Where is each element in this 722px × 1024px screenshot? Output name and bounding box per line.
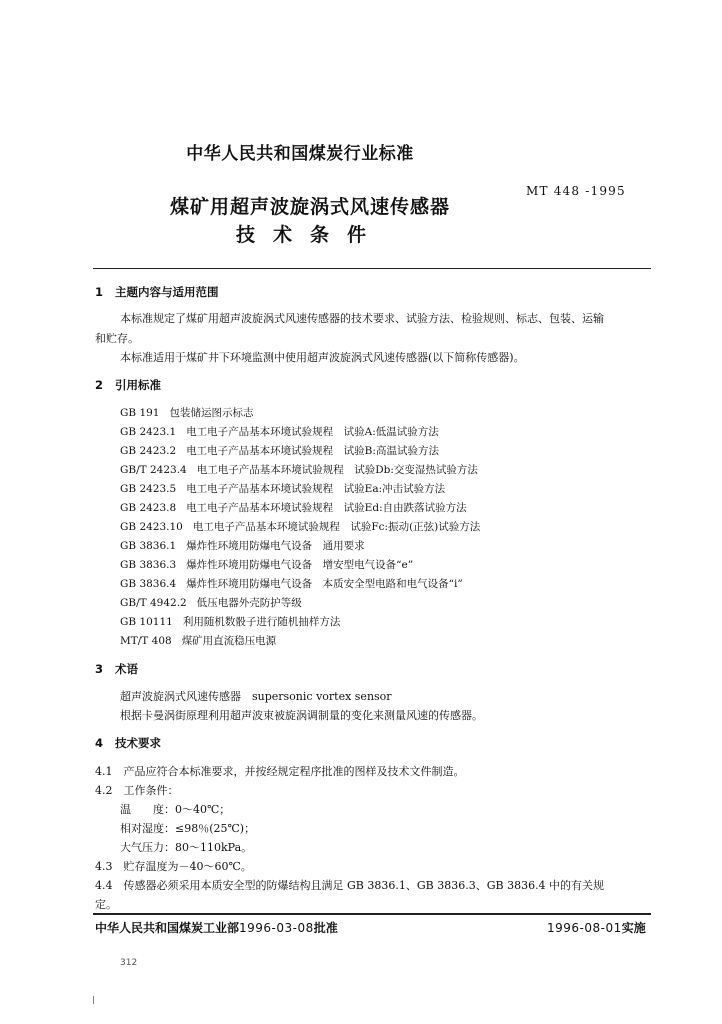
section-1-paragraph-1-cont: 和贮存。 bbox=[95, 332, 139, 345]
reference-code: GB 2423.10 bbox=[120, 521, 183, 533]
implementation-suffix: 实施 bbox=[621, 921, 646, 935]
section-3-heading bbox=[95, 661, 138, 677]
reference-title: 煤矿用直流稳压电源 bbox=[181, 635, 277, 647]
section-title: 术语 bbox=[115, 662, 138, 676]
reference-code: GB 2423.8 bbox=[120, 502, 177, 514]
scan-mark bbox=[93, 996, 94, 1004]
reference-title: 电工电子产品基本环境试验规程 试验Ed:自由跌落试验方法 bbox=[186, 502, 467, 514]
reference-item bbox=[120, 557, 413, 572]
reference-item bbox=[120, 576, 463, 591]
section-1-paragraph-2: 本标准适用于煤矿井下环境监测中使用超声波旋涡式风速传感器(以下简称传感器)。 bbox=[120, 351, 525, 364]
header-divider bbox=[93, 268, 651, 269]
reference-code: GB 3836.3 bbox=[120, 559, 177, 571]
section-2-heading bbox=[95, 377, 161, 393]
reference-title: 爆炸性环境用防爆电气设备 本质安全型电路和电气设备“i” bbox=[186, 578, 463, 590]
clause-4-4-cont: 定。 bbox=[95, 898, 117, 911]
reference-item bbox=[120, 462, 478, 477]
implementation-line bbox=[547, 919, 646, 936]
reference-item bbox=[120, 519, 480, 534]
term-definition: 根据卡曼涡街原理利用超声波束被旋涡调制量的变化来测量风速的传感器。 bbox=[120, 709, 483, 722]
approval-suffix: 批准 bbox=[313, 921, 338, 935]
clause-4-2-temperature: 温 度：0～40℃； bbox=[120, 803, 231, 816]
footer-divider bbox=[93, 913, 651, 915]
clause-4-4: 4.4 传感器必须采用本质安全型的防爆结构且满足 GB 3836.1、GB 3836.3、GB 3836.4 中的有关规 bbox=[95, 879, 605, 892]
document-subtitle: 技术条件 bbox=[235, 224, 384, 246]
issuing-organization: 中华人民共和国煤炭行业标准 bbox=[186, 144, 414, 164]
reference-item bbox=[120, 614, 340, 629]
section-title: 技术要求 bbox=[115, 736, 161, 750]
reference-code: GB 2423.1 bbox=[120, 426, 177, 438]
reference-title: 爆炸性环境用防爆电气设备 增安型电气设备“e” bbox=[186, 559, 414, 571]
reference-title: 电工电子产品基本环境试验规程 试验Ea:冲击试验方法 bbox=[186, 483, 446, 495]
approval-line bbox=[95, 919, 338, 936]
reference-item bbox=[120, 633, 276, 648]
approval-organization: 中华人民共和国煤炭工业部 bbox=[95, 921, 240, 935]
section-number: 1 bbox=[95, 285, 104, 299]
clause-4-3: 4.3 贮存温度为－40～60℃。 bbox=[95, 860, 252, 873]
page-number: 312 bbox=[120, 958, 138, 968]
reference-item bbox=[120, 500, 467, 515]
reference-code: GB 3836.4 bbox=[120, 578, 177, 590]
approval-date: 1996-03-08 bbox=[239, 921, 314, 935]
reference-title: 电工电子产品基本环境试验规程 试验Fc:振动(正弦)试验方法 bbox=[192, 521, 481, 533]
section-1-heading bbox=[95, 284, 219, 300]
document-title: 煤矿用超声波旋涡式风速传感器 bbox=[169, 196, 450, 218]
section-number: 2 bbox=[95, 378, 104, 392]
reference-title: 利用随机数骰子进行随机抽样方法 bbox=[182, 616, 341, 628]
reference-item bbox=[120, 424, 439, 439]
term-entry: 超声波旋涡式风速传感器 supersonic vortex sensor bbox=[120, 690, 392, 703]
reference-code: GB 191 bbox=[120, 407, 160, 419]
reference-code: GB/T 4942.2 bbox=[120, 597, 187, 609]
reference-title: 电工电子产品基本环境试验规程 试验A:低温试验方法 bbox=[186, 426, 439, 438]
reference-item bbox=[120, 405, 253, 420]
clause-4-2-pressure: 大气压力：80～110kPa。 bbox=[120, 841, 253, 854]
implementation-date: 1996-08-01 bbox=[547, 921, 622, 935]
reference-code: GB/T 2423.4 bbox=[120, 464, 187, 476]
section-number: 3 bbox=[95, 662, 104, 676]
reference-title: 爆炸性环境用防爆电气设备 通用要求 bbox=[186, 540, 365, 552]
reference-title: 低压电器外壳防护等级 bbox=[196, 597, 302, 609]
reference-item bbox=[120, 538, 365, 553]
section-number: 4 bbox=[95, 736, 104, 750]
reference-code: GB 10111 bbox=[120, 616, 173, 628]
section-1-paragraph-1: 本标准规定了煤矿用超声波旋涡式风速传感器的技术要求、试验方法、检验规则、标志、包装、运输 bbox=[120, 312, 604, 325]
reference-title: 电工电子产品基本环境试验规程 试验Db:交变湿热试验方法 bbox=[196, 464, 478, 476]
reference-code: GB 3836.1 bbox=[120, 540, 177, 552]
reference-code: GB 2423.2 bbox=[120, 445, 177, 457]
reference-title: 电工电子产品基本环境试验规程 试验B:高温试验方法 bbox=[186, 445, 439, 457]
clause-4-2: 4.2 工作条件： bbox=[95, 784, 179, 797]
reference-item bbox=[120, 595, 302, 610]
standard-code: MT 448 -1995 bbox=[526, 184, 626, 198]
reference-code: GB 2423.5 bbox=[120, 483, 177, 495]
clause-4-1: 4.1 产品应符合本标准要求，并按经规定程序批准的图样及技术文件制造。 bbox=[95, 765, 465, 778]
reference-code: MT/T 408 bbox=[120, 635, 172, 647]
section-4-heading bbox=[95, 735, 161, 751]
section-title: 主题内容与适用范围 bbox=[115, 285, 219, 299]
clause-4-2-humidity: 相对湿度：≤98％(25℃)； bbox=[120, 822, 256, 835]
section-title: 引用标准 bbox=[115, 378, 161, 392]
reference-item bbox=[120, 481, 445, 496]
reference-title: 包装储运图示标志 bbox=[169, 407, 254, 419]
reference-item bbox=[120, 443, 439, 458]
